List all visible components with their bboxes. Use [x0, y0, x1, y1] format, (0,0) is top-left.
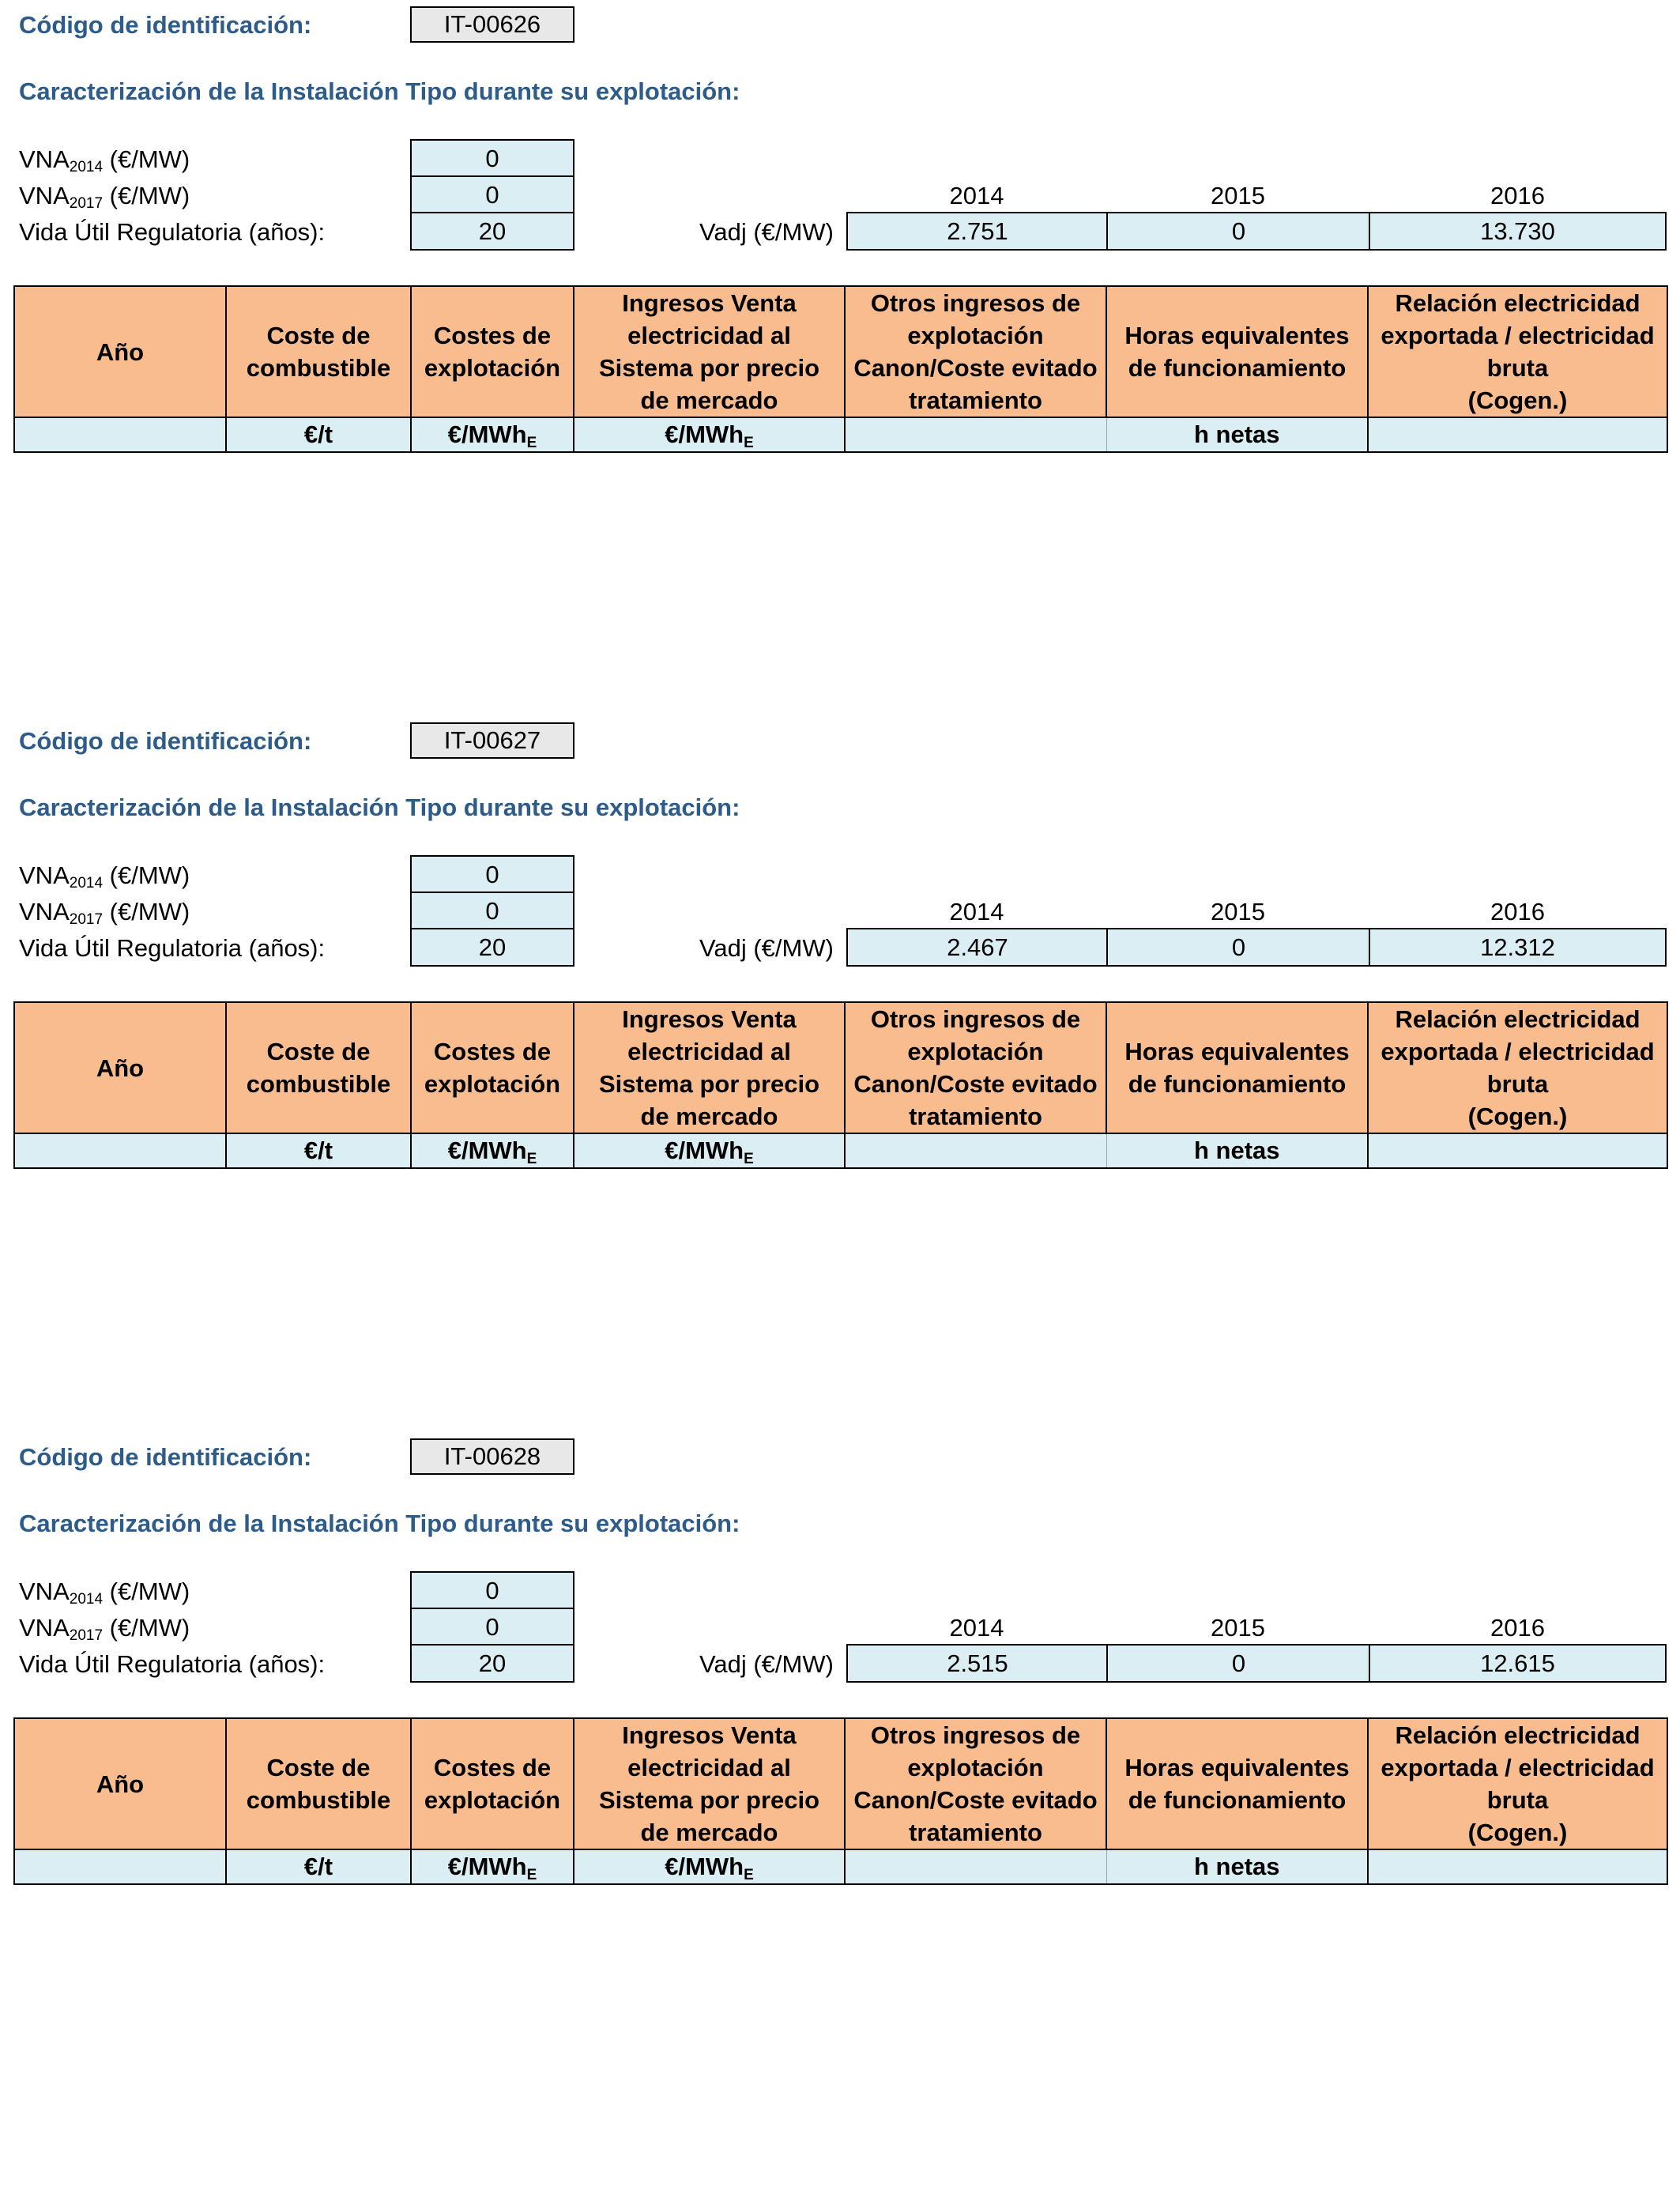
col-otros-ingresos: [845, 1718, 1106, 1849]
col-coste-combustible: [226, 1002, 411, 1133]
unit-text: €/MWh: [665, 420, 744, 448]
vna2014-label: [19, 1578, 190, 1606]
header-line: explotación: [424, 1070, 561, 1098]
vna-unit: (€/MW): [103, 145, 190, 173]
unit-cell: [411, 417, 574, 452]
year-header: 2016: [1490, 1614, 1545, 1642]
header-line: tratamiento: [909, 386, 1042, 414]
unit-cell: [845, 417, 1106, 452]
unit-cell: [1368, 1133, 1667, 1168]
codigo-label: Código de identificación:: [19, 727, 312, 755]
unit-text: h netas: [1193, 420, 1280, 448]
vna-prefix: VNA: [19, 1614, 70, 1642]
vna-subscript: 2017: [69, 911, 104, 928]
unit-cell: [14, 1133, 226, 1168]
vadj-value: [1369, 928, 1667, 967]
header-line: de funcionamiento: [1128, 354, 1347, 382]
vna2017-label: [19, 182, 190, 210]
header-line: de funcionamiento: [1128, 1070, 1347, 1098]
codigo-label: Código de identificación:: [19, 11, 312, 39]
col-anio: [14, 1002, 226, 1133]
units-row: [14, 1849, 1667, 1884]
vadj-text: 2.751: [947, 217, 1008, 245]
header-line: Canon/Coste evitado: [853, 1786, 1098, 1814]
header-line: explotación: [907, 1038, 1044, 1065]
header-line: explotación: [424, 354, 561, 382]
header-line: Horas equivalentes: [1124, 1754, 1350, 1781]
col-horas: [1106, 1718, 1368, 1849]
col-anio: [14, 286, 226, 417]
col-otros-ingresos: [845, 1002, 1106, 1133]
header-line: electricidad al: [627, 322, 791, 349]
col-otros-ingresos: [845, 286, 1106, 417]
unit-cell: [14, 417, 226, 452]
col-relacion: [1368, 1002, 1667, 1133]
vna2017-value: [410, 892, 574, 930]
year-header: 2015: [1211, 898, 1265, 925]
unit-cell: [1106, 1133, 1368, 1168]
vida-util-label: Vida Útil Regulatoria (años):: [19, 1650, 326, 1678]
vna2014-value: [410, 139, 574, 178]
unit-text: €/MWh: [665, 1137, 744, 1164]
unit-text: €/MWh: [447, 420, 527, 448]
vna-subscript: 2017: [69, 195, 104, 212]
vna2014-label: [19, 145, 190, 174]
vna2014-text: 0: [485, 144, 499, 172]
col-anio: [14, 1718, 226, 1849]
header-line: Horas equivalentes: [1124, 1038, 1350, 1065]
vadj-value: [846, 928, 1109, 967]
col-coste-combustible: [226, 286, 411, 417]
vna-subscript: 2014: [69, 1591, 104, 1608]
header-line: Sistema por precio: [598, 1070, 820, 1098]
unit-cell: [845, 1133, 1106, 1168]
unit-cell: [14, 1849, 226, 1884]
header-line: Coste de: [266, 1754, 371, 1781]
header-line: Sistema por precio: [598, 1786, 820, 1814]
vida-util-label: Vida Útil Regulatoria (años):: [19, 218, 326, 246]
header-line: de mercado: [640, 1819, 778, 1846]
col-horas: [1106, 1002, 1368, 1133]
col-costes-explotacion: [411, 1718, 574, 1849]
vadj-label: Vadj (€/MW): [699, 934, 834, 962]
unit-cell: [574, 417, 845, 452]
header-line: bruta: [1486, 354, 1549, 382]
header-line: Horas equivalentes: [1124, 322, 1350, 349]
header-line: exportada / electricidad: [1381, 322, 1655, 349]
vna2014-text: 0: [485, 860, 499, 888]
vna2014-value: [410, 1571, 574, 1610]
header-line: de funcionamiento: [1128, 1786, 1347, 1814]
installation-block: [0, 0, 1680, 711]
header-line: Relación electricidad: [1395, 1005, 1640, 1033]
header-line: Costes de: [433, 1754, 552, 1781]
unit-subscript: E: [744, 1867, 754, 1883]
header-line: Ingresos Venta: [622, 1721, 797, 1749]
header-line: bruta: [1486, 1070, 1549, 1098]
vadj-text: 0: [1231, 1649, 1246, 1677]
header-line: Relación electricidad: [1395, 289, 1640, 317]
unit-cell: [1368, 1849, 1667, 1884]
vna2017-value: [410, 1608, 574, 1646]
header-line: combustible: [246, 1070, 391, 1098]
unit-text: €/t: [303, 420, 333, 448]
unit-cell: [226, 1133, 411, 1168]
header-line: Canon/Coste evitado: [853, 1070, 1098, 1098]
header-line: electricidad al: [627, 1754, 791, 1781]
vadj-value: [1369, 212, 1667, 251]
vadj-text: 12.615: [1480, 1649, 1555, 1677]
header-line: (Cogen.): [1467, 1819, 1568, 1846]
header-row: [14, 1002, 1667, 1133]
unit-cell: [411, 1849, 574, 1884]
vna2017-label: [19, 898, 190, 926]
unit-text: h netas: [1193, 1853, 1280, 1880]
header-line: tratamiento: [909, 1819, 1042, 1846]
header-line: Sistema por precio: [598, 354, 820, 382]
data-table: [13, 1001, 1668, 1169]
vadj-text: 13.730: [1480, 217, 1555, 245]
vna-subscript: 2014: [69, 875, 104, 892]
vida-util-value: [410, 1644, 574, 1683]
header-line: electricidad al: [627, 1038, 791, 1065]
unit-cell: [226, 417, 411, 452]
vna2017-label: [19, 1614, 190, 1642]
installation-block: [0, 716, 1680, 1427]
unit-subscript: E: [526, 1151, 537, 1167]
vadj-value: [846, 1644, 1109, 1683]
header-line: (Cogen.): [1467, 386, 1568, 414]
code-value-box: [410, 6, 574, 43]
unit-text: €/t: [303, 1853, 333, 1880]
header-line: tratamiento: [909, 1103, 1042, 1130]
header-line: de mercado: [640, 1103, 778, 1130]
header-line: Año: [96, 1054, 145, 1082]
vida-util-text: 20: [478, 933, 507, 961]
header-line: Año: [96, 337, 145, 366]
header-line: de mercado: [640, 386, 778, 414]
vadj-text: 0: [1231, 217, 1246, 245]
header-line: bruta: [1486, 1786, 1549, 1814]
code-value: IT-00627: [443, 726, 541, 754]
header-line: Costes de: [433, 1038, 552, 1065]
vida-util-text: 20: [478, 1649, 507, 1677]
vna2017-value: [410, 175, 574, 214]
header-line: Año: [96, 1770, 145, 1798]
unit-cell: [411, 1133, 574, 1168]
header-line: explotación: [424, 1786, 561, 1814]
year-header: 2016: [1490, 898, 1545, 925]
year-header: 2014: [949, 898, 1004, 925]
col-costes-explotacion: [411, 1002, 574, 1133]
col-ingresos-venta: [574, 1002, 845, 1133]
col-costes-explotacion: [411, 286, 574, 417]
vna-subscript: 2017: [69, 1627, 104, 1644]
header-line: exportada / electricidad: [1381, 1038, 1655, 1065]
header-line: Relación electricidad: [1395, 1721, 1640, 1749]
header-line: Ingresos Venta: [622, 289, 797, 317]
header-line: Otros ingresos de: [870, 1005, 1081, 1033]
vadj-value: [1369, 1644, 1667, 1683]
code-value: IT-00626: [443, 10, 541, 38]
installation-block: [0, 1432, 1680, 2143]
unit-cell: [1106, 417, 1368, 452]
caracterizacion-heading: Caracterización de la Instalación Tipo durante su explotación:: [19, 1510, 740, 1537]
header-line: combustible: [246, 1786, 391, 1814]
unit-text: €/t: [303, 1137, 333, 1164]
codigo-label: Código de identificación:: [19, 1443, 312, 1471]
caracterizacion-heading: Caracterización de la Instalación Tipo durante su explotación:: [19, 77, 740, 105]
data-table: [13, 285, 1668, 453]
header-line: Otros ingresos de: [870, 289, 1081, 317]
unit-subscript: E: [744, 1151, 754, 1167]
unit-cell: [574, 1849, 845, 1884]
vadj-text: 2.515: [947, 1649, 1008, 1677]
vadj-label: Vadj (€/MW): [699, 1650, 834, 1678]
vna-unit: (€/MW): [103, 1578, 190, 1605]
vna2014-label: [19, 861, 190, 890]
unit-cell: [1368, 417, 1667, 452]
year-header: 2016: [1490, 182, 1545, 209]
vna-prefix: VNA: [19, 1578, 70, 1605]
unit-text: €/MWh: [447, 1137, 527, 1164]
year-header: 2014: [949, 1614, 1004, 1642]
vna-prefix: VNA: [19, 861, 70, 889]
vna-prefix: VNA: [19, 182, 70, 209]
header-line: explotación: [907, 1754, 1044, 1781]
header-line: Coste de: [266, 322, 371, 349]
vna-prefix: VNA: [19, 145, 70, 173]
header-line: Ingresos Venta: [622, 1005, 797, 1033]
vida-util-value: [410, 928, 574, 967]
code-value: IT-00628: [443, 1442, 541, 1470]
code-value-box: [410, 1438, 574, 1475]
vna2017-text: 0: [485, 180, 499, 209]
unit-text: €/MWh: [447, 1853, 527, 1880]
vadj-text: 2.467: [947, 933, 1008, 961]
unit-subscript: E: [526, 435, 537, 451]
vida-util-text: 20: [478, 217, 507, 245]
col-relacion: [1368, 286, 1667, 417]
header-row: [14, 1718, 1667, 1849]
unit-cell: [574, 1133, 845, 1168]
year-header: 2015: [1211, 1614, 1265, 1642]
vadj-value: [846, 212, 1109, 251]
vadj-text: 0: [1231, 933, 1246, 961]
vadj-label: Vadj (€/MW): [699, 218, 834, 246]
unit-text: €/MWh: [665, 1853, 744, 1880]
vida-util-label: Vida Útil Regulatoria (años):: [19, 934, 326, 962]
col-horas: [1106, 286, 1368, 417]
unit-subscript: E: [526, 1867, 537, 1883]
vadj-text: 12.312: [1480, 933, 1555, 961]
header-line: Coste de: [266, 1038, 371, 1065]
code-value-box: [410, 722, 574, 759]
vna2017-text: 0: [485, 896, 499, 925]
header-line: (Cogen.): [1467, 1103, 1568, 1130]
header-line: exportada / electricidad: [1381, 1754, 1655, 1781]
col-coste-combustible: [226, 1718, 411, 1849]
vadj-value: [1106, 1644, 1371, 1683]
vna2014-text: 0: [485, 1576, 499, 1604]
vadj-value: [1106, 212, 1371, 251]
header-line: explotación: [907, 322, 1044, 349]
header-row: [14, 286, 1667, 417]
vna-unit: (€/MW): [103, 898, 190, 925]
units-row: [14, 417, 1667, 452]
caracterizacion-heading: Caracterización de la Instalación Tipo durante su explotación:: [19, 794, 740, 821]
vna-prefix: VNA: [19, 898, 70, 925]
vna-unit: (€/MW): [103, 182, 190, 209]
header-line: Otros ingresos de: [870, 1721, 1081, 1749]
header-line: Costes de: [433, 322, 552, 349]
vna-unit: (€/MW): [103, 861, 190, 889]
year-header: 2015: [1211, 182, 1265, 209]
col-relacion: [1368, 1718, 1667, 1849]
col-ingresos-venta: [574, 286, 845, 417]
col-ingresos-venta: [574, 1718, 845, 1849]
unit-cell: [845, 1849, 1106, 1884]
unit-cell: [226, 1849, 411, 1884]
header-line: Canon/Coste evitado: [853, 354, 1098, 382]
vna2014-value: [410, 855, 574, 894]
vadj-value: [1106, 928, 1371, 967]
vna-unit: (€/MW): [103, 1614, 190, 1642]
unit-text: h netas: [1193, 1137, 1280, 1164]
units-row: [14, 1133, 1667, 1168]
unit-subscript: E: [744, 435, 754, 451]
vna-subscript: 2014: [69, 159, 104, 175]
header-line: combustible: [246, 354, 391, 382]
vna2017-text: 0: [485, 1612, 499, 1641]
year-header: 2014: [949, 182, 1004, 209]
data-table: [13, 1717, 1668, 1885]
unit-cell: [1106, 1849, 1368, 1884]
vida-util-value: [410, 212, 574, 251]
